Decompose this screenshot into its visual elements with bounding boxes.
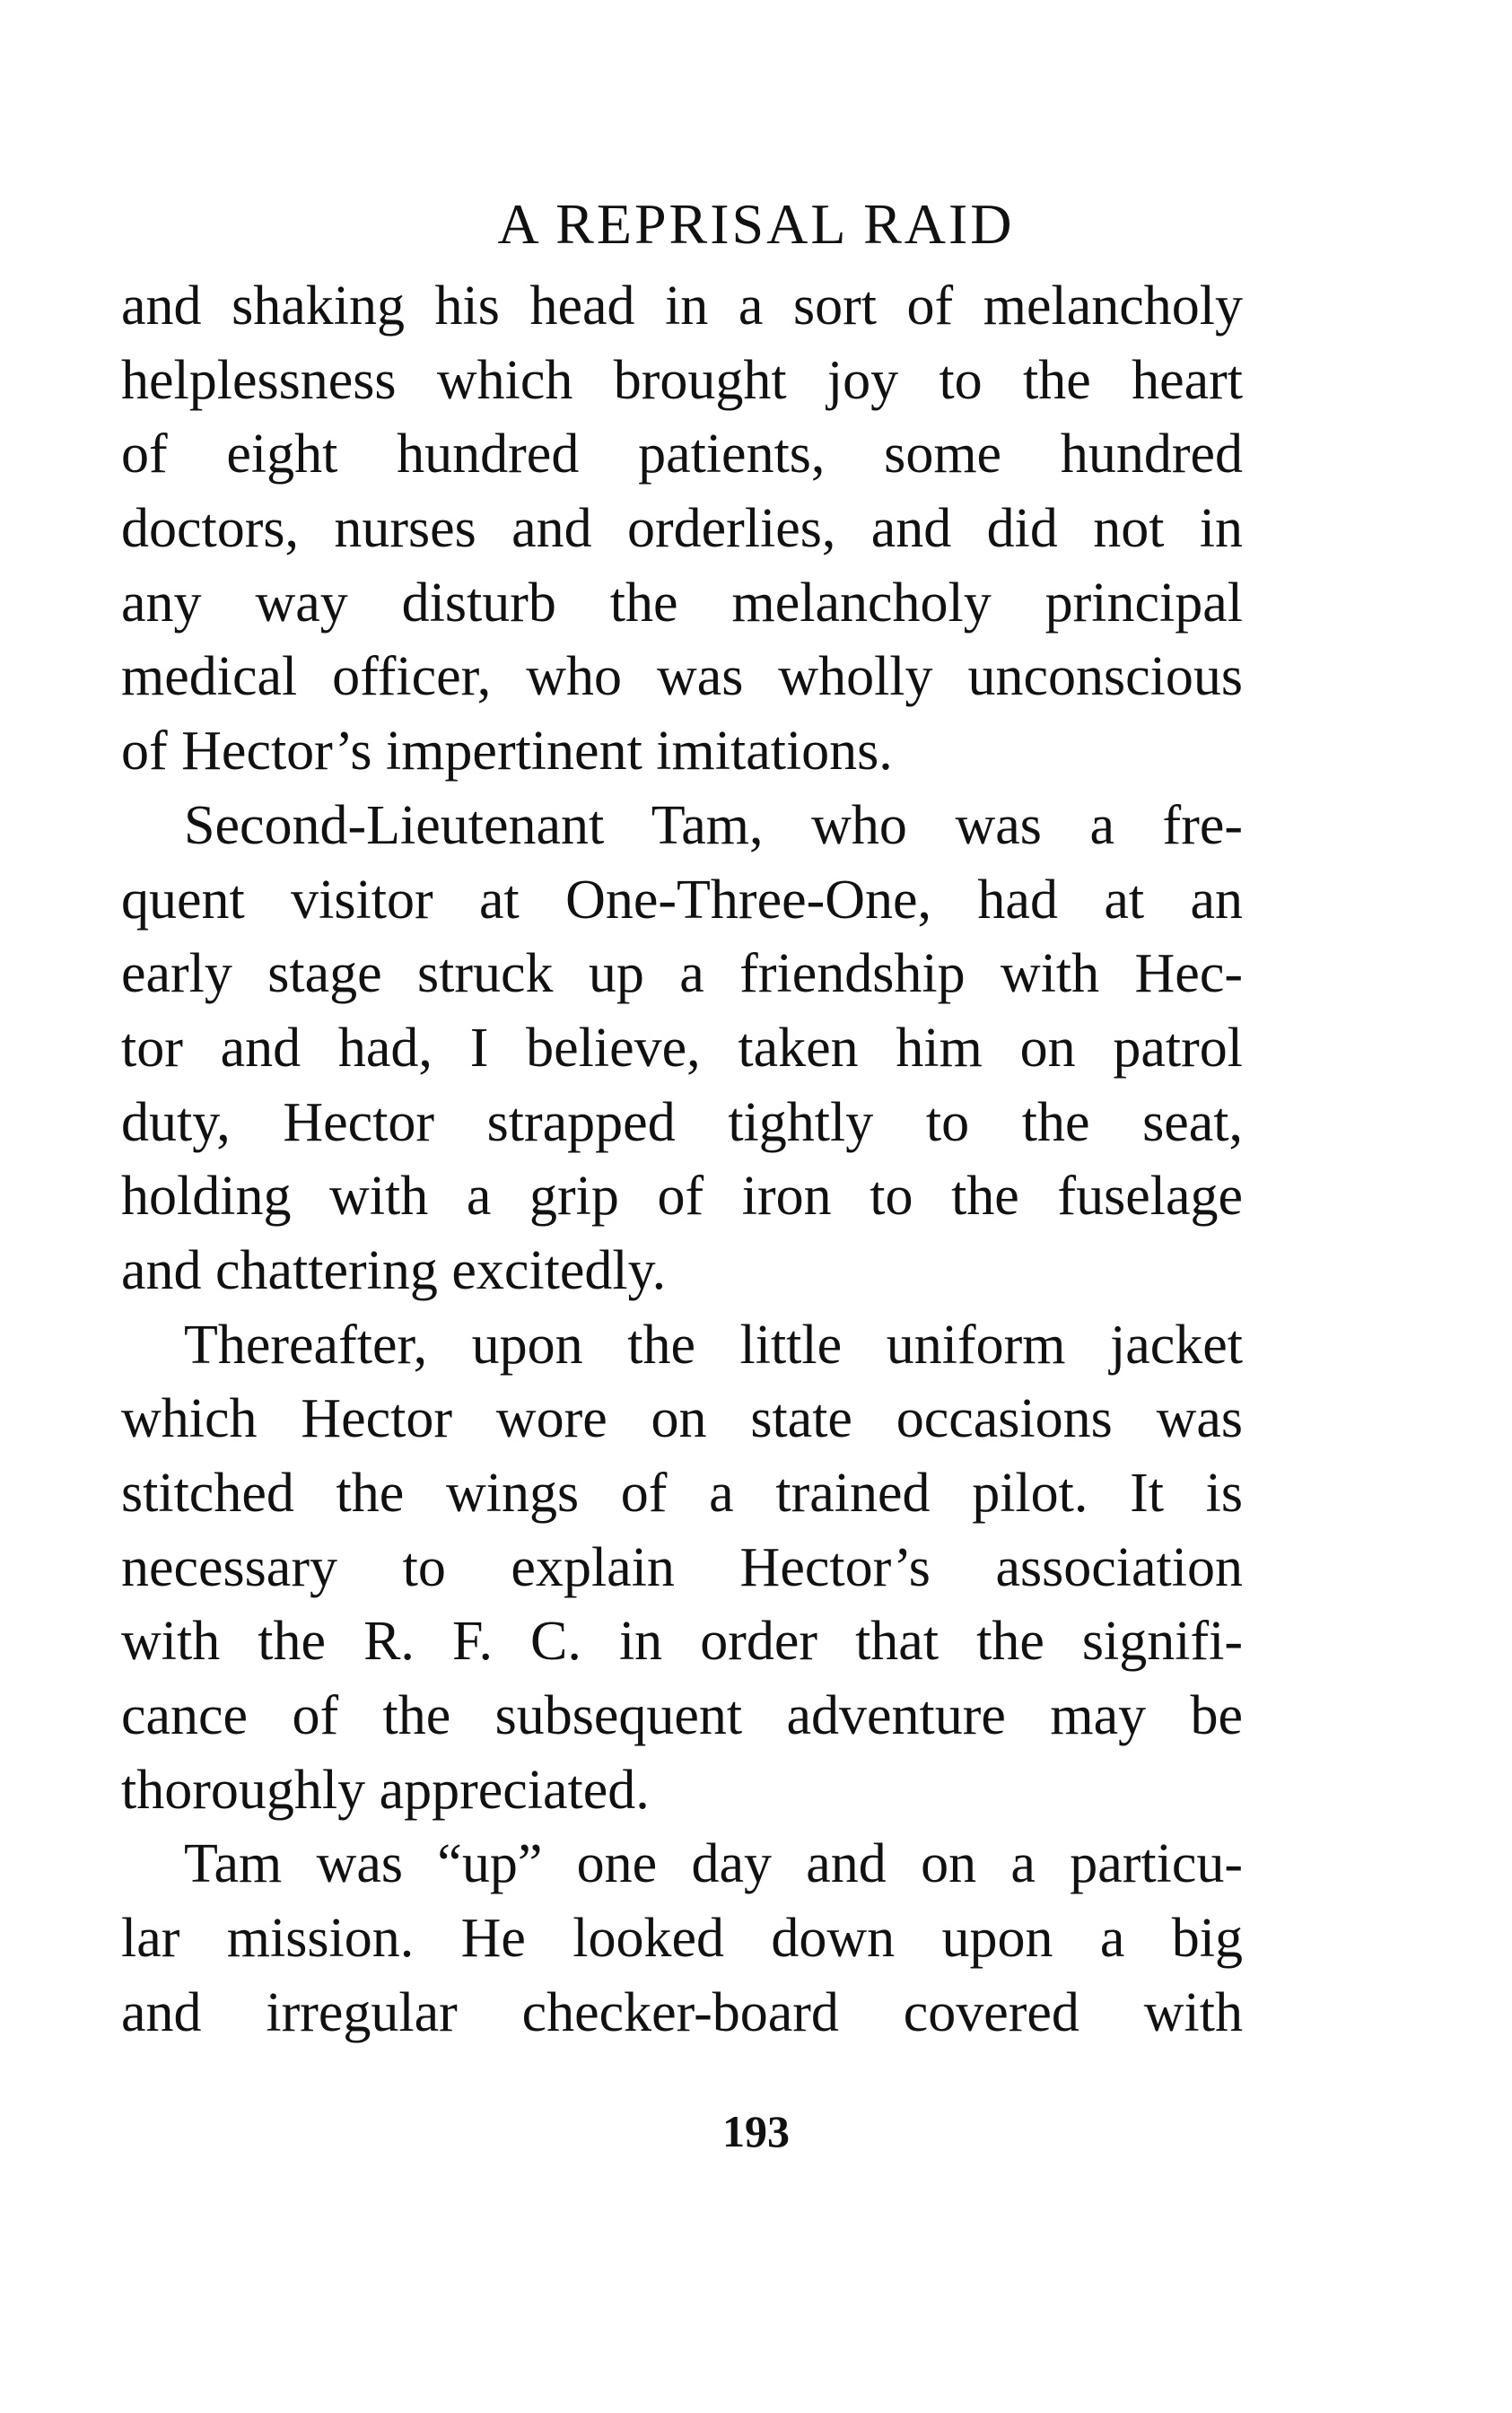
text-line: and irregular checker-board covered with	[121, 1981, 1243, 2043]
text-line: of eight hundred patients, some hundred	[121, 424, 1243, 485]
text-line: quent visitor at One-Three-One, had at an	[121, 869, 1243, 931]
text-line: necessary to explain Hector’s association	[121, 1536, 1243, 1598]
text-line: which Hector wore on state occasions was	[121, 1388, 1243, 1450]
text-line: helplessness which brought joy to the heart	[121, 349, 1243, 411]
text-line: cance of the subsequent adventure may be	[121, 1685, 1243, 1747]
text-line: and chattering excitedly.	[121, 1239, 667, 1301]
text-line: Tam was “up” one day and on a particu-	[184, 1833, 1243, 1895]
running-head: A REPRISAL RAID	[497, 192, 1015, 256]
text-line: of Hector’s impertinent imitations.	[121, 721, 893, 782]
text-line: lar mission. He looked down upon a big	[121, 1908, 1243, 1970]
text-line: doctors, nurses and orderlies, and did not in	[121, 498, 1243, 560]
text-line: thoroughly appreciated.	[121, 1759, 650, 1821]
text-line: Second-Lieutenant Tam, who was a fre-	[184, 794, 1243, 856]
text-line: early stage struck up a friendship with Hec-	[121, 943, 1243, 1005]
text-line: holding with a grip of iron to the fuselage	[121, 1166, 1243, 1228]
text-line: stitched the wings of a trained pilot. It is	[121, 1463, 1243, 1524]
text-line: tor and had, I believe, taken him on patrol	[121, 1017, 1243, 1079]
text-line: duty, Hector strapped tightly to the seat,	[121, 1091, 1243, 1153]
page-number: 193	[722, 2106, 790, 2156]
text-line: any way disturb the melancholy principal	[121, 572, 1243, 634]
text-line: Thereafter, upon the little uniform jacket	[184, 1314, 1243, 1376]
body-text	[121, 269, 1243, 2050]
text-line: and shaking his head in a sort of melancholy	[121, 275, 1243, 337]
text-line: with the R. F. C. in order that the signifi-	[121, 1611, 1243, 1673]
text-line: medical officer, who was wholly unconscious	[121, 646, 1243, 708]
